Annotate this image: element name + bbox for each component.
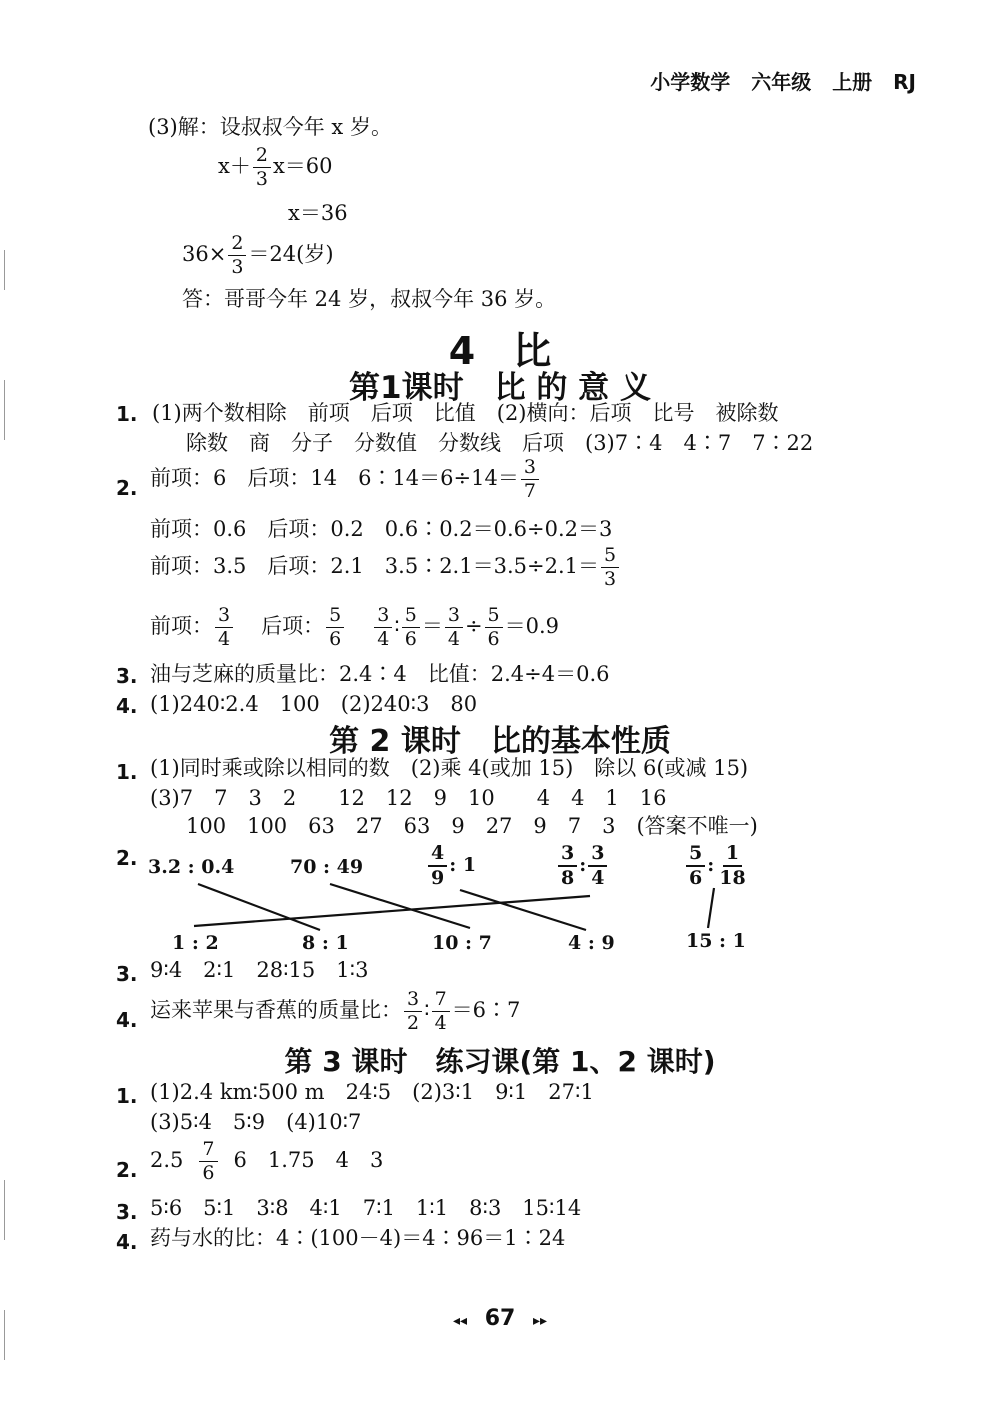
s1-q2-row-1: 前项：6 后项：14 6∶14＝6÷14＝ $\frac{3}{7}$ [150, 458, 541, 501]
s1-q2-row-3: 前项：3.5 后项：2.1 3.5∶2.1＝3.5÷2.1＝ $\frac{5}{3}$ [150, 546, 621, 589]
section-2-title: 第 2 课时 比的基本性质 [329, 724, 671, 759]
match-bottom-1: 1 : 2 [172, 932, 219, 954]
match-top-5: $\frac{5}{6}$ : $\frac{1}{18}$ [684, 844, 751, 888]
s1-q3-text: 油与芝麻的质量比：2.4∶4 比值：2.4÷4＝0.6 [150, 662, 610, 686]
s3-q3-text: 5∶6 5∶1 3∶8 4∶1 7∶1 1∶1 8∶3 15∶14 [150, 1196, 582, 1220]
match-top-4: $\frac{3}{8}$ : $\frac{3}{4}$ [556, 844, 609, 888]
s3-q4-label: 4. [116, 1230, 138, 1254]
header-subject: 小学数学 [650, 70, 731, 94]
prev-arrows-icon: ◂◂ [452, 1313, 468, 1329]
s1-q2-label: 2. [116, 476, 138, 500]
top-answer: 答：哥哥今年 24 岁，叔叔今年 36 岁。 [182, 287, 557, 311]
fraction: $\frac{5}{6}$ [485, 606, 503, 649]
s1-q1-line-1: (1)两个数相除 前项 后项 比值 (2)横向：后项 比号 被除数 [152, 401, 779, 425]
s3-q3-label: 3. [116, 1200, 138, 1224]
s2-q4-text: 运来苹果与香蕉的质量比： $\frac{3}{2}$ ∶ $\frac{7}{4}$ ＝6∶7 [150, 988, 521, 1034]
fraction: $\frac{4}{9}$ [428, 844, 447, 888]
s2-q1-line-1: (1)同时乘或除以相同的数 (2)乘 4(或加 15) 除以 6(或减 15) [150, 756, 749, 780]
fraction: $\frac{3}{2}$ [404, 990, 422, 1033]
fraction: $\frac{2}{3}$ [253, 146, 271, 189]
header-volume: 上册 [832, 70, 873, 94]
match-line [460, 890, 586, 930]
s2-q1-line-2: (3)7 7 3 2 12 12 9 10 4 4 1 16 [150, 786, 667, 810]
fraction: $\frac{7}{4}$ [432, 990, 450, 1033]
s1-q2-row-4: 前项： $\frac{3}{4}$ 后项： $\frac{5}{6}$ $\frac{3}{4}$ ∶ $\frac{5}{6}$ ＝ $\frac{3}{4}$ ÷ $\frac{5}{6}$ ＝0.9 [150, 604, 560, 650]
s2-q3-text: 9∶4 2∶1 28∶15 1∶3 [150, 958, 369, 982]
chapter-title: 4 比 [448, 329, 552, 373]
match-line [198, 884, 320, 930]
header-grade: 六年级 [751, 70, 812, 94]
fraction: $\frac{3}{4}$ [588, 844, 607, 888]
top-line-1: (3)解：设叔叔今年 x 岁。 [148, 115, 392, 139]
page-footer [0, 1306, 1000, 1331]
s3-q4-text: 药与水的比：4∶(100－4)＝4∶96＝1∶24 [150, 1226, 566, 1250]
s1-q4-label: 4. [116, 694, 138, 718]
s1-q3-label: 3. [116, 664, 138, 688]
fraction: $\frac{3}{8}$ [558, 844, 577, 888]
fraction: $\frac{5}{3}$ [601, 546, 619, 589]
s3-q1-label: 1. [116, 1084, 138, 1108]
fraction: $\frac{3}{4}$ [374, 606, 392, 649]
fraction: $\frac{2}{3}$ [228, 234, 246, 277]
top-equation-2: x＝36 [288, 201, 348, 225]
page-number: 67 [484, 1306, 516, 1331]
s3-q1-line-1: (1)2.4 km∶500 m 24∶5 (2)3∶1 9∶1 27∶1 [150, 1080, 594, 1104]
s1-q2-row-2: 前项：0.6 后项：0.2 0.6∶0.2＝0.6÷0.2＝3 [150, 517, 613, 541]
fraction: $\frac{3}{4}$ [215, 606, 233, 649]
match-bottom-3: 10 : 7 [432, 932, 492, 954]
s1-q1-label: 1. [116, 402, 138, 426]
top-equation-1: x＋ $\frac{2}{3}$ x＝60 [218, 144, 333, 190]
fraction: $\frac{3}{7}$ [521, 458, 539, 501]
fraction: $\frac{3}{4}$ [445, 606, 463, 649]
match-line [708, 888, 714, 928]
fraction: $\frac{5}{6}$ [402, 606, 420, 649]
s3-q2-text: 2.5 $\frac{7}{6}$ 6 1.75 4 3 [150, 1138, 384, 1184]
fraction: $\frac{5}{6}$ [326, 606, 344, 649]
section-1-title: 第1课时 比 的 意 义 [349, 370, 651, 406]
match-top-2: 70 : 49 [290, 856, 364, 878]
fraction: $\frac{5}{6}$ [686, 844, 705, 888]
section-3-title: 第 3 课时 练习课(第 1、2 课时) [284, 1045, 716, 1078]
match-top-3: $\frac{4}{9}$ : 1 [426, 844, 476, 888]
fraction: $\frac{1}{18}$ [719, 842, 746, 889]
s2-q3-label: 3. [116, 962, 138, 986]
top-equation-3: 36× $\frac{2}{3}$ ＝24(岁) [182, 232, 334, 278]
match-bottom-4: 4 : 9 [568, 932, 615, 954]
match-top-1: 3.2 : 0.4 [148, 856, 235, 878]
match-bottom-5: 15 : 1 [686, 930, 746, 952]
s1-q4-text: (1)240∶2.4 100 (2)240∶3 80 [150, 692, 478, 716]
s2-q1-label: 1. [116, 760, 138, 784]
s2-q1-line-3: 100 100 63 27 63 9 27 9 7 3 (答案不唯一) [186, 814, 758, 838]
s2-q2-label: 2. [116, 846, 138, 870]
next-arrows-icon: ▸▸ [532, 1313, 548, 1329]
s2-q4-label: 4. [116, 1008, 138, 1032]
match-line [194, 896, 590, 926]
s1-q1-line-2: 除数 商 分子 分数值 分数线 后项 (3)7∶4 4∶7 7∶22 [186, 431, 814, 455]
s3-q2-label: 2. [116, 1158, 138, 1182]
s3-q1-line-2: (3)5∶4 5∶9 (4)10∶7 [150, 1110, 362, 1134]
match-bottom-2: 8 : 1 [302, 932, 349, 954]
fraction: $\frac{7}{6}$ [199, 1140, 217, 1183]
header-edition: RJ [893, 70, 916, 94]
